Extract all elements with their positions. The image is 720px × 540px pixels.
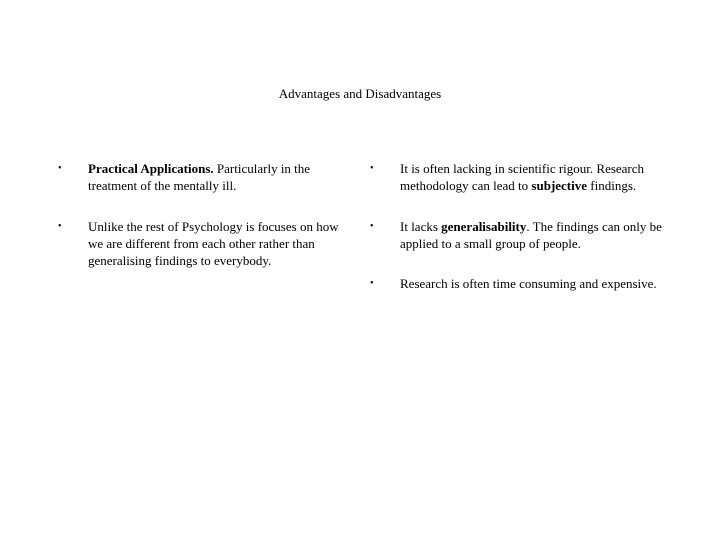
advantage-text: Unlike the rest of Psychology is focuses on how we are different from each other rather than generalising findings to everybody. bbox=[88, 219, 339, 268]
bullet-icon: • bbox=[58, 221, 62, 232]
disadvantage-text: It lacks bbox=[400, 219, 442, 234]
advantage-item bbox=[58, 218, 348, 269]
disadvantage-text-end: . The findings can only be applied to a small group of people. bbox=[400, 219, 662, 251]
disadvantage-text: It is often lacking in scientific rigour. Research methodology can lead to bbox=[400, 161, 645, 193]
disadvantage-bold-text: generalisability bbox=[441, 219, 527, 234]
bullet-icon: • bbox=[370, 221, 374, 232]
disadvantage-text: Research is often time consuming and expensive. bbox=[400, 276, 657, 291]
advantage-bold-text: Practical Applications. bbox=[88, 161, 214, 176]
advantages-list bbox=[58, 160, 348, 269]
slide-title: Advantages and Disadvantages bbox=[278, 86, 442, 101]
disadvantage-bold-text: subjective bbox=[531, 178, 588, 193]
disadvantage-text-end: findings. bbox=[587, 178, 637, 193]
disadvantages-list bbox=[370, 160, 670, 292]
advantage-item bbox=[58, 160, 348, 194]
disadvantage-item bbox=[370, 275, 670, 292]
disadvantage-item bbox=[370, 218, 670, 252]
bullet-icon: • bbox=[370, 163, 374, 174]
bullet-icon: • bbox=[58, 163, 62, 174]
disadvantage-item bbox=[370, 160, 670, 194]
advantage-text: Particularly in the treatment of the mentally ill. bbox=[88, 161, 311, 193]
bullet-icon: • bbox=[370, 278, 374, 289]
